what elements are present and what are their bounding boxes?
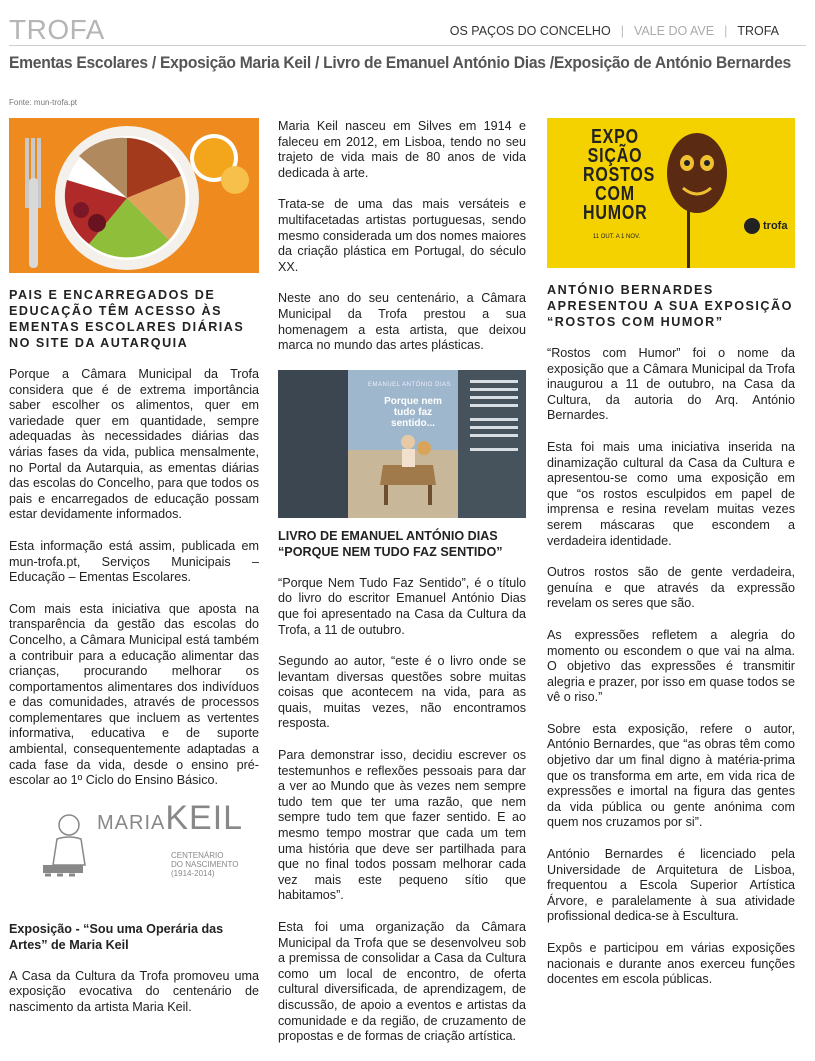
rostos-paragraph-6: António Bernardes é licenciado pela Universidade de Arquitetura de Lisboa, frequentou a Escola Superior Artística Árvore, e paralelamente à sua atividade profissional dedica-se à Escultura. bbox=[547, 847, 795, 924]
meals-heading: PAIS E ENCARREGADOS DE EDUCAÇÃO TÊM ACESSO ÀS EMENTAS ESCOLARES DIÁRIAS NO SITE DA AUTARQUIA bbox=[9, 288, 245, 350]
book-paragraph-1: “Porque Nem Tudo Faz Sentido”, é o título do livro do escritor Emanuel António Dias que foi apresentado na Casa da Cultura da Trofa, a 11 de outubro. bbox=[278, 575, 526, 637]
logo-sub-line: DO NASCIMENTO bbox=[171, 859, 239, 869]
page-headline: Ementas Escolares / Exposição Maria Keil / Livro de Emanuel António Dias /Exposição de António Bernardes bbox=[9, 53, 791, 72]
book-author-label: EMANUEL ANTÓNIO DIAS bbox=[368, 381, 452, 388]
rostos-paragraph-3: Outros rostos são de gente verdadeira, genuína e que através da expressão revelam os seres que são. bbox=[547, 565, 795, 611]
meal-plate-illustration bbox=[9, 118, 259, 273]
nav-item-trofa[interactable]: TROFA bbox=[737, 24, 779, 38]
poster-line: ROSTOS bbox=[583, 164, 656, 186]
meals-paragraph-3: Com mais esta iniciativa que aposta na transparência da gestão das escolas do Concelho, a Câmara Municipal está também a contribuir para a educação alimentar das crianças, procurando melhorar os comportamentos alimentares dos indivíduos e das comunidades, através de processos complementares que incluem as vertentes informativa, educativa e de suporte ambiental, consequentemente adaptadas a cada fase da vida, desde o ensino pré-escolar ao 1º Ciclo do Ensino Básico. bbox=[9, 601, 259, 788]
source-note: Fonte: mun-trofa.pt bbox=[9, 98, 78, 107]
nav-item-pacos[interactable]: OS PAÇOS DO CONCELHO bbox=[449, 24, 611, 38]
rostos-paragraph-5: Sobre esta exposição, refere o autor, António Bernardes, que “as obras têm como objetivo dar um final digno à matéria-prima que os transforma em arte, em vida rica de expressões e imortal na figura das gentes da vida pública ou gente anónima com quem nos cruzamos por si”. bbox=[547, 721, 795, 830]
rostos-heading: ANTÓNIO BERNARDES APRESENTOU A SUA EXPOSIÇÃO “ROSTOS COM HUMOR” bbox=[547, 283, 793, 329]
column-2 bbox=[278, 119, 526, 1061]
exposicao-paragraph: A Casa da Cultura da Trofa promoveu uma exposição evocativa do centenário de nascimento da artista Maria Keil. bbox=[9, 968, 259, 1015]
nav-item-vale-do-ave[interactable]: VALE DO AVE bbox=[633, 24, 715, 38]
face-sculpture-illustration bbox=[547, 118, 795, 268]
meals-paragraph-2: Esta informação está assim, publicada em mun-trofa.pt, Serviços Municipais – Educação – Ementas Escolares. bbox=[9, 538, 259, 585]
exposicao-heading: Exposição - “Sou uma Operária das Artes” de Maria Keil bbox=[9, 921, 224, 952]
rostos-poster bbox=[547, 118, 795, 268]
book-paragraph-3: Para demonstrar isso, decidiu escrever os testemunhos e reflexões pessoais para dar a ver ao Mundo que às vezes nem sempre tudo tem que ter uma razão, que nem sempre tudo tem que fazer sentido. E ao mesmo tempo mostrar que cada um tem uma história que deve ser partilhada para que no final todos possam melhorar cada vez mais este pequeno sítio que habitamos”. bbox=[278, 748, 526, 903]
school-meal-photo bbox=[9, 118, 259, 273]
book-title-label: Porque nem tudo faz sentido... bbox=[384, 395, 442, 429]
book-paragraph-2: Segundo ao autor, “este é o livro onde se levantam diversas questões sobre muitas coisas que acontecem na vida, para as quais, muitas vezes, não encontramos resposta. bbox=[278, 654, 526, 731]
book-paragraph-4: Esta foi uma organização da Câmara Municipal da Trofa que se desenvolveu sob a premissa de consolidar a Casa da Cultura como um local de encontro, de oferta cultural diversificada, de aprendizagem, de discussão, de apoio a eventos e artistas da comunidade e da região, de cruzamento de propostas e de formas de criação artística. bbox=[278, 920, 526, 1044]
column-3 bbox=[547, 118, 795, 1004]
logo-subtitle bbox=[171, 851, 238, 878]
meals-paragraph-1: Porque a Câmara Municipal da Trofa considera que é de extrema importância saber escolher os alimentos, quer em variedade quer em quantidade, sempre adequadas às necessidades diárias das várias fases da vida, publica mensalmente, no Portal da Autarquia, as ementas diárias das escolas do Concelho, para que todos os pais e encarregados de educação possam estar devidamente informados. bbox=[9, 367, 259, 522]
nav-separator: | bbox=[620, 24, 624, 38]
maria-keil-logo bbox=[9, 798, 259, 895]
poster-brand: trofa bbox=[763, 220, 788, 232]
poster-dates: 11 OUT. A 1 NOV. bbox=[592, 234, 641, 240]
rostos-paragraph-7: Expôs e participou em várias exposições nacionais e durante anos exerceu funções docentes em escola públicas. bbox=[547, 941, 795, 987]
logo-sub-line: CENTENÁRIO bbox=[171, 850, 224, 860]
nav-separator: | bbox=[724, 24, 728, 38]
keil-paragraph-3: Neste ano do seu centenário, a Câmara Municipal da Trofa prestou a sua homenagem a esta artista, que deixou marca no mundo das artes plásticas. bbox=[278, 291, 526, 353]
logo-keil: KEIL bbox=[165, 798, 244, 837]
top-nav bbox=[450, 24, 779, 38]
rostos-paragraph-4: As expressões refletem a alegria do momento ou escondem o que vai na alma. O objetivo das expressões é transmitir alegria e prazer, por isso em quase todos se vê o riso.” bbox=[547, 627, 795, 705]
poster-line: HUMOR bbox=[583, 202, 648, 224]
rostos-paragraph-2: Esta foi mais uma iniciativa inserida na dinamização cultural da Casa da Cultura e apresentou-se como uma exposição em que “os rostos esculpidos em papel de imprensa e resina revelam muitas vezes serem máscaras que escondem a verdadeira identidade. bbox=[547, 439, 795, 548]
poster-line: EXPO bbox=[591, 126, 639, 148]
book-heading: LIVRO DE EMANUEL ANTÓNIO DIAS “PORQUE NEM TUDO FAZ SENTIDO” bbox=[278, 528, 503, 559]
poster-line: COM bbox=[595, 183, 635, 205]
column-1 bbox=[9, 118, 259, 1032]
keil-paragraph-1: Maria Keil nasceu em Silves em 1914 e faleceu em 2012, em Lisboa, tendo no seu trajeto de vida mais de 80 anos de vida dedicada à arte. bbox=[278, 119, 526, 180]
brand-title: TROFA bbox=[9, 14, 105, 45]
logo-sub-line: (1914-2014) bbox=[171, 868, 215, 878]
header-divider bbox=[9, 45, 806, 46]
keil-paragraph-2: Trata-se de uma das mais versáteis e multifacetadas artistas portuguesas, sendo mesmo considerada um dos nomes maiores da criação plástica em Portugal, do século XX. bbox=[278, 197, 526, 274]
book-cover-image bbox=[278, 370, 526, 518]
rostos-paragraph-1: “Rostos com Humor” foi o nome da exposição que a Câmara Municipal da Trofa inaugurou a 11 de outubro, na Casa da Cultura, da autoria do Arq. António Bernardes. bbox=[547, 346, 795, 423]
poster-line: SIÇÃO bbox=[587, 145, 643, 167]
logo-maria: MARIA bbox=[97, 811, 166, 834]
